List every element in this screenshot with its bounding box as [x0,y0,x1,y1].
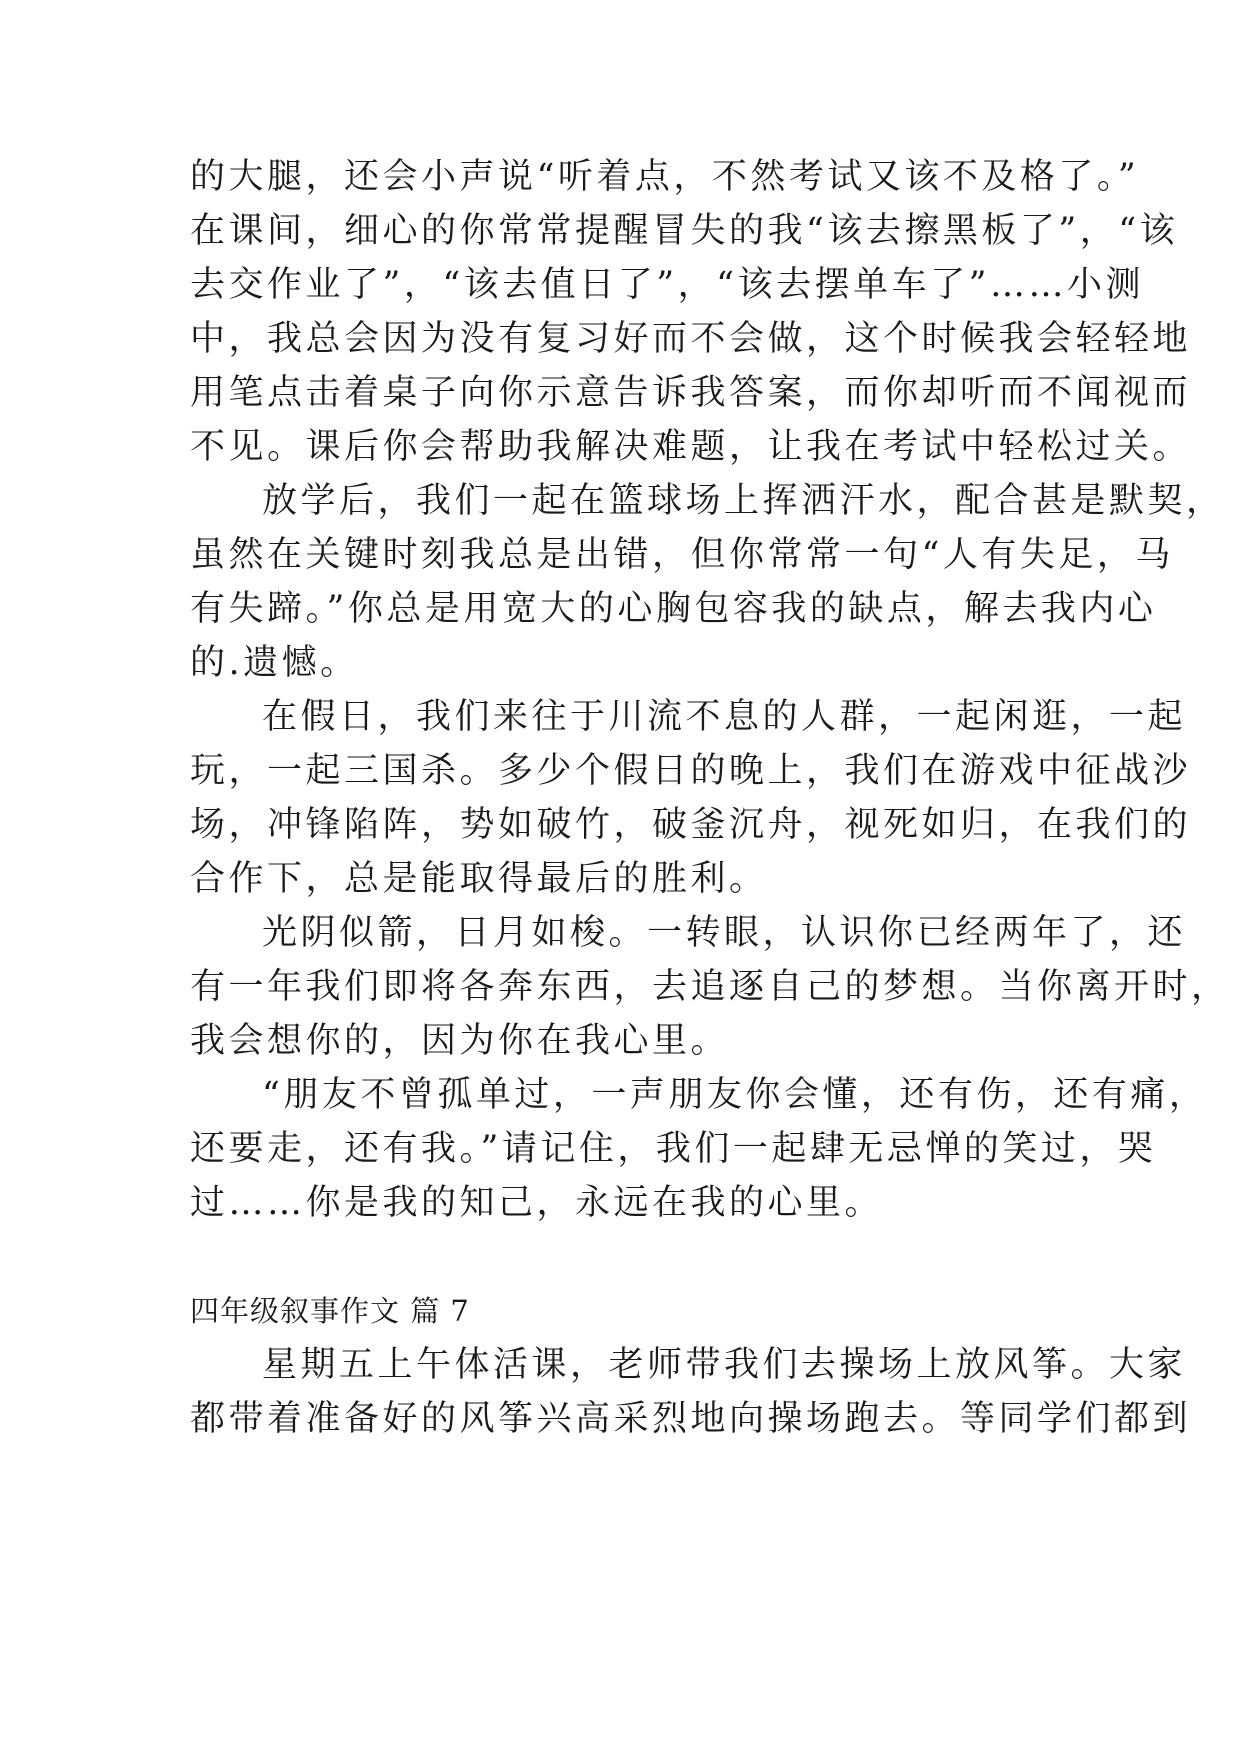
paragraph-line: 的.遗憾。 [190,643,359,683]
paragraph-line: 虽然在关键时刻我总是出错，但你常常一句“人有失足，马 [190,535,1174,575]
paragraph-line: 合作下，总是能取得最后的胜利。 [190,859,768,899]
section-heading: 四年级叙事作文 篇 7 [190,1294,470,1328]
paragraph-line: 在假日，我们来往于川流不息的人群，一起闲逛，一起 [262,697,1187,737]
paragraph-line: 中，我总会因为没有复习好而不会做，这个时候我会轻轻地 [190,319,1192,359]
paragraph-line: 用笔点击着桌子向你示意告诉我答案，而你却听而不闻视而 [190,373,1192,413]
section-gap [190,1230,1060,1284]
document-page [190,150,1230,1446]
paragraph-line: 不见。课后你会帮助我解决难题，让我在考试中轻松过关。 [190,427,1192,467]
paragraph-line: 光阴似箭，日月如梭。一转眼，认识你已经两年了，还 [262,913,1187,953]
paragraph-line: 的大腿，还会小声说“听着点，不然考试又该不及格了。” [190,157,1140,197]
paragraph-line: “朋友不曾孤单过，一声朋友你会懂，还有伤，还有痛， [262,1075,1208,1115]
paragraph-line: 去交作业了”，“该去值日了”，“该去摆单车了”……小测 [190,265,1144,305]
paragraph-line: 有一年我们即将各奔东西，去追逐自己的梦想。当你离开时， [190,967,1230,1007]
paragraph-line: 在课间，细心的你常常提醒冒失的我“该去擦黑板了”，“该 [190,211,1179,251]
paragraph-line: 场，冲锋陷阵，势如破竹，破釜沉舟，视死如归，在我们的 [190,805,1192,845]
paragraph-line: 过……你是我的知己，永远在我的心里。 [190,1183,884,1223]
paragraph-line: 我会想你的，因为你在我心里。 [190,1021,730,1061]
paragraph-line: 都带着准备好的风筝兴高采烈地向操场跑去。等同学们都到 [190,1399,1192,1439]
paragraph-line: 放学后，我们一起在篮球场上挥洒汗水，配合甚是默契， [262,481,1225,521]
paragraph-line: 还要走，还有我。”请记住，我们一起肆无忌惮的笑过，哭 [190,1129,1157,1169]
paragraph-line: 星期五上午体活课，老师带我们去操场上放风筝。大家 [262,1345,1187,1385]
paragraph-line: 有失蹄。”你总是用宽大的心胸包容我的缺点，解去我内心 [190,589,1157,629]
paragraph-line: 玩，一起三国杀。多少个假日的晚上，我们在游戏中征战沙 [190,751,1192,791]
